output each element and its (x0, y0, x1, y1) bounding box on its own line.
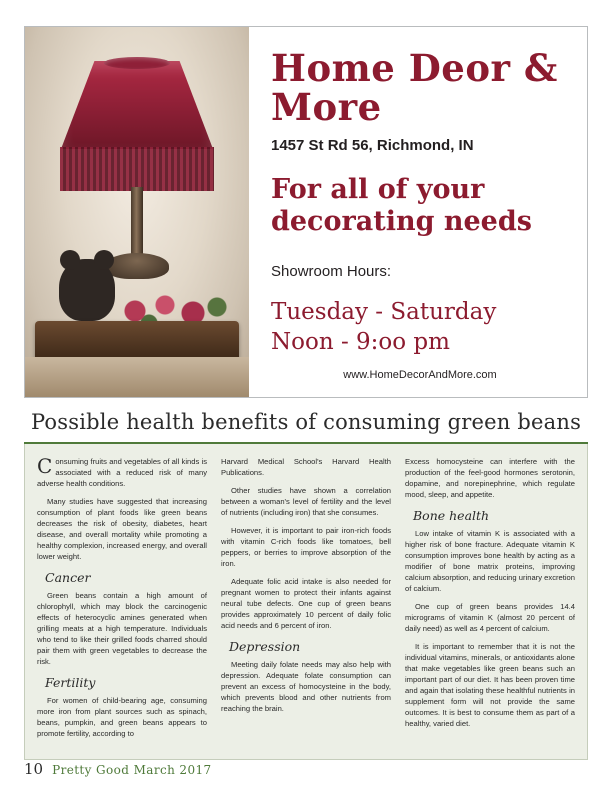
article-subheading: Bone health (413, 508, 490, 523)
article-subheading: Cancer (45, 570, 91, 585)
showroom-hours-label: Showroom Hours: (271, 263, 392, 281)
floor-surface (25, 357, 249, 397)
article-paragraph: However, it is important to pair iron-rich foods with vitamin C-rich foods like tomatoes, bell peppers, or berries to improve absorption of the iron. (221, 526, 391, 568)
showroom-hours-days: Tuesday - Saturday (271, 299, 497, 326)
article-paragraph: Excess homocysteine can interfere with the production of the feel-good hormones serotonin, dopamine, and norepinephrine, which regulate mood, sleep, and appetite. (405, 457, 575, 499)
article-paragraph: Adequate folic acid intake is also needed for pregnant women to protect their infants against neural tube defects. One cup of green beans provides approximately 10 percent of daily folic acid needs and 6 percent of iron. (221, 577, 391, 630)
article-subheading: Depression (229, 639, 301, 654)
teddy-bear-icon (59, 259, 115, 321)
article-paragraph: For women of child-bearing age, consuming more iron from plant sources such as spinach, beans, pumpkin, and green beans appears to promote fertility, according to (37, 696, 207, 739)
lamp-shade-icon (61, 61, 213, 149)
article-paragraph: Meeting daily folate needs may also help with depression. Adequate folate consumption can prevent an excess of homocysteine in the body, which prevents blood and other nutrients from reaching the brain. (221, 660, 391, 714)
lamp-fringe-icon (60, 147, 214, 191)
lamp-base-icon (105, 253, 169, 279)
business-address: 1457 St Rd 56, Richmond, IN (271, 136, 474, 154)
article-column (221, 456, 391, 745)
article-columns (24, 444, 588, 760)
article-paragraph: It is important to remember that it is not the individual vitamins, minerals, or antioxidants alone that make vegetables like green beans such an important part of our diet. It has been proven time and again that isolating these healthful nutrients in supplement form will not provide the same outcomes. It is best to consume them as part of a healthy, varied diet. (405, 642, 575, 729)
article-column (37, 456, 207, 745)
slogan-line-1: For all of your (271, 173, 485, 205)
article-paragraph: Harvard Medical School's Harvard Health Publications. (221, 457, 391, 477)
showroom-hours-time: Noon - 9:oo pm (271, 329, 450, 356)
article-paragraph: Other studies have shown a correlation between a woman's level of fertility and the level of nutrients (including iron) that she consumes. (221, 486, 391, 517)
wooden-tray-icon (35, 321, 239, 361)
slogan-line-2: decorating needs (271, 205, 532, 237)
lamp-neck-icon (131, 187, 143, 259)
article-headline: Possible health benefits of consuming green beans (30, 410, 582, 434)
article-paragraph: One cup of green beans provides 14.4 micrograms of vitamin K (almost 20 percent of daily need) as well as 4 percent of calcium. (405, 602, 575, 634)
article-paragraph: Consuming fruits and vegetables of all kinds is associated with a reduced risk of many adverse health conditions. (37, 454, 207, 488)
business-website[interactable]: www.HomeDecorAndMore.com (343, 369, 497, 381)
page-footer (24, 760, 212, 778)
article-paragraph: Many studies have suggested that increasing consumption of plant foods like green beans decreases the risk of obesity, diabetes, heart disease, and overall mortality while promoting a healthy complexion, increased energy, and overall lower weight. (37, 497, 207, 561)
article-paragraph: Low intake of vitamin K is associated with a higher risk of bone fracture. Adequate vitamin K consumption improves bone health by acting as a modifier of bone matrix proteins, improving calcium absorption, and reducing urinary excretion of calcium. (405, 529, 575, 594)
lamp-photo (25, 27, 249, 397)
advertisement-block (24, 26, 588, 398)
advertisement-slogan (271, 174, 569, 238)
article-subheading: Fertility (45, 675, 96, 691)
publication-title: Pretty Good March 2017 (52, 763, 212, 777)
advertisement-text (249, 27, 587, 397)
article-column (405, 456, 575, 745)
page-number: 10 (24, 760, 44, 778)
lamp-shade-top-icon (104, 57, 170, 69)
article-paragraph: Green beans contain a high amount of chlorophyll, which may block the carcinogenic effects of heterocyclic amines generated when grilling meats at a high temperature. Individuals who tend to like their grilled foods charred should pair them with green vegetables to decrease the risk. (37, 591, 207, 667)
business-name: Home Deor & More (271, 46, 558, 129)
